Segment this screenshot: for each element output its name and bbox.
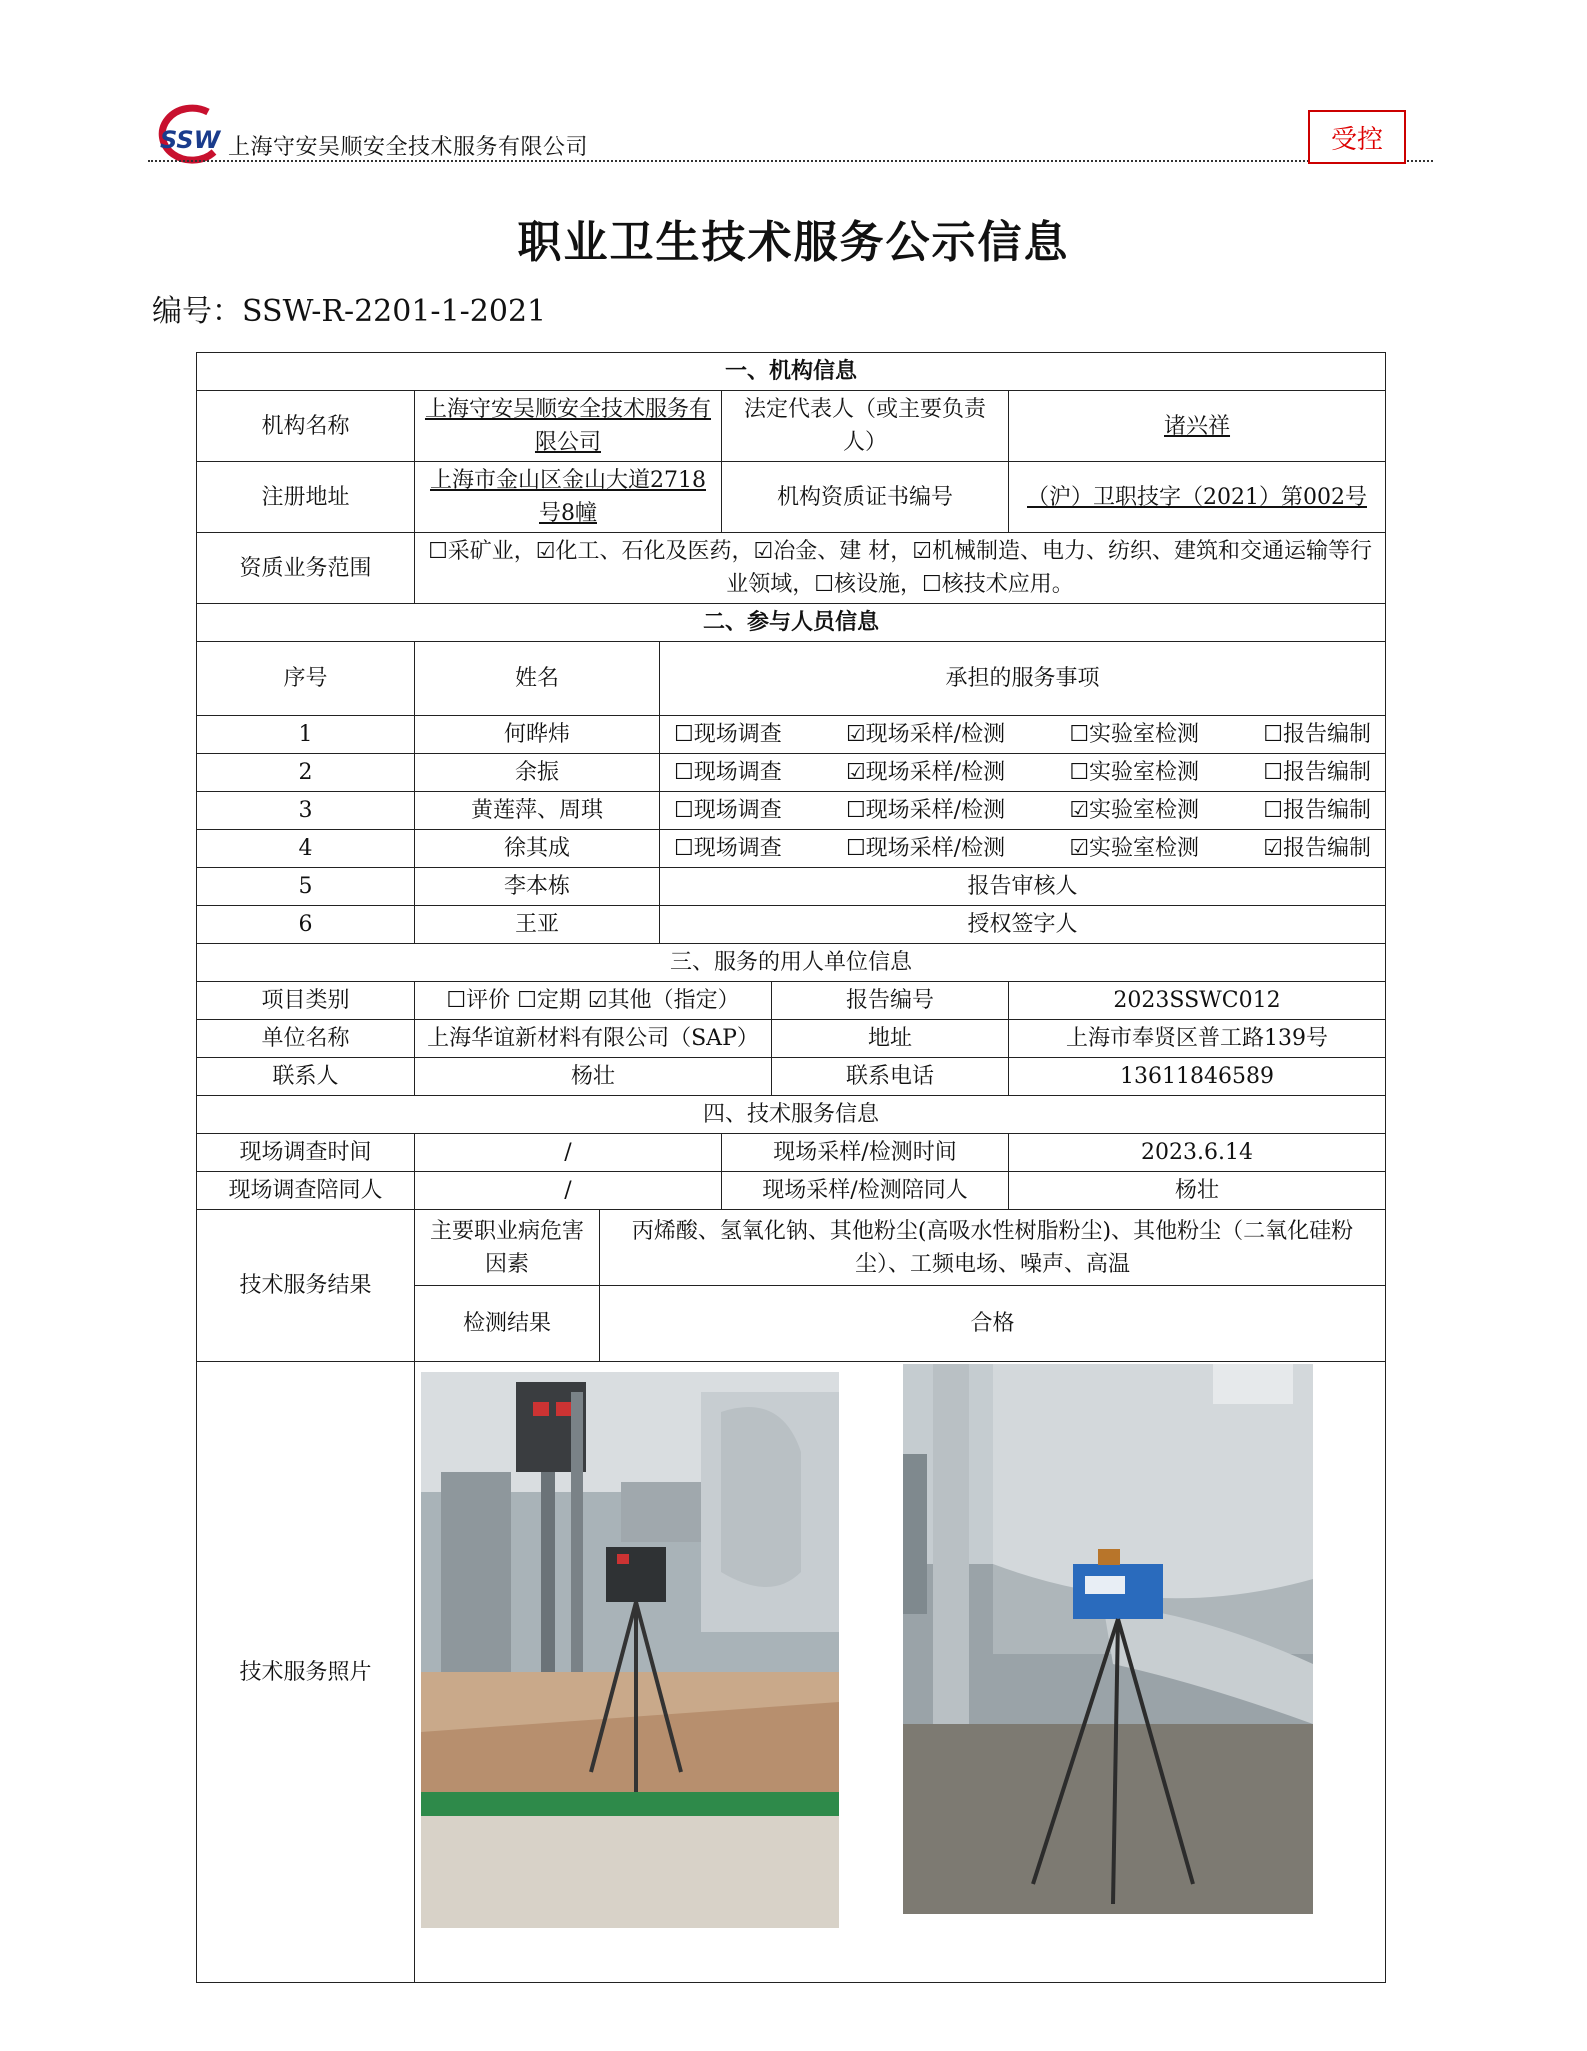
row-no: 4 bbox=[197, 830, 415, 868]
unit-name-label: 单位名称 bbox=[197, 1020, 415, 1058]
header-divider bbox=[148, 160, 1433, 162]
org-name-label: 机构名称 bbox=[197, 391, 415, 462]
section-3-heading: 三、服务的用人单位信息 bbox=[197, 944, 1386, 982]
scope-label: 资质业务范围 bbox=[197, 533, 415, 604]
row-no: 5 bbox=[197, 868, 415, 906]
svg-text:SSW: SSW bbox=[160, 126, 221, 154]
sampling-photo-1 bbox=[421, 1372, 839, 1928]
row-services bbox=[660, 792, 1386, 830]
business-scope: ☐采矿业，☑化工、石化及医药，☑冶金、建 材，☑机械制造、电力、纺织、建筑和交通运输等行业领域，☐核设施，☐核技术应用。 bbox=[415, 533, 1386, 604]
service-item: ☐报告编制 bbox=[1263, 798, 1371, 823]
report-no: 2023SSWC012 bbox=[1009, 982, 1386, 1020]
service-item: ☐实验室检测 bbox=[1069, 760, 1200, 785]
table-row bbox=[197, 868, 1386, 906]
section-2-heading: 二、参与人员信息 bbox=[197, 604, 1386, 642]
row-name: 何晔炜 bbox=[415, 716, 660, 754]
survey-escort-label: 现场调查陪同人 bbox=[197, 1172, 415, 1210]
result-label: 技术服务结果 bbox=[197, 1210, 415, 1362]
service-item: ☑现场采样/检测 bbox=[845, 722, 1006, 747]
cert-label: 机构资质证书编号 bbox=[722, 462, 1009, 533]
legal-rep-label: 法定代表人（或主要负责人） bbox=[722, 391, 1009, 462]
col-no: 序号 bbox=[197, 642, 415, 716]
row-services bbox=[660, 830, 1386, 868]
sampling-time-label: 现场采样/检测时间 bbox=[722, 1134, 1009, 1172]
col-service: 承担的服务事项 bbox=[660, 642, 1386, 716]
row-no: 6 bbox=[197, 906, 415, 944]
service-item: ☐现场调查 bbox=[674, 798, 782, 823]
legal-rep: 诸兴祥 bbox=[1009, 391, 1386, 462]
table-row bbox=[197, 906, 1386, 944]
service-item: ☑实验室检测 bbox=[1069, 798, 1200, 823]
photo-label: 技术服务照片 bbox=[197, 1362, 415, 1983]
page-header bbox=[148, 96, 1433, 166]
table-row bbox=[197, 716, 1386, 754]
document-number: 编号：SSW-R-2201-1-2021 bbox=[152, 294, 547, 329]
service-item: ☑实验室检测 bbox=[1069, 836, 1200, 861]
sampling-escort-label: 现场采样/检测陪同人 bbox=[722, 1172, 1009, 1210]
project-type: ☐评价 ☐定期 ☑其他（指定） bbox=[415, 982, 772, 1020]
row-role: 报告审核人 bbox=[660, 868, 1386, 906]
contact-label: 联系人 bbox=[197, 1058, 415, 1096]
table-row bbox=[197, 830, 1386, 868]
registered-address: 上海市金山区金山大道2718号8幢 bbox=[415, 462, 722, 533]
photo-cell bbox=[415, 1362, 1386, 1983]
phone-label: 联系电话 bbox=[772, 1058, 1009, 1096]
hazard-factors: 丙烯酸、氢氧化钠、其他粉尘(高吸水性树脂粉尘)、其他粉尘（二氧化硅粉尘）、工频电场、噪声、高温 bbox=[600, 1210, 1386, 1286]
row-name: 徐其成 bbox=[415, 830, 660, 868]
cert-number: （沪）卫职技字（2021）第002号 bbox=[1009, 462, 1386, 533]
row-services bbox=[660, 754, 1386, 792]
row-no: 2 bbox=[197, 754, 415, 792]
unit-name: 上海华谊新材料有限公司（SAP） bbox=[415, 1020, 772, 1058]
service-item: ☑报告编制 bbox=[1263, 836, 1371, 861]
row-no: 3 bbox=[197, 792, 415, 830]
survey-escort: / bbox=[415, 1172, 722, 1210]
service-item: ☐现场采样/检测 bbox=[845, 798, 1006, 823]
service-item: ☐报告编制 bbox=[1263, 722, 1371, 747]
survey-time-label: 现场调查时间 bbox=[197, 1134, 415, 1172]
sampling-escort: 杨壮 bbox=[1009, 1172, 1386, 1210]
company-name: 上海守安吴顺安全技术服务有限公司 bbox=[228, 135, 589, 160]
page-title: 职业卫生技术服务公示信息 bbox=[517, 217, 1070, 268]
table-row bbox=[197, 754, 1386, 792]
unit-address-label: 地址 bbox=[772, 1020, 1009, 1058]
row-name: 王亚 bbox=[415, 906, 660, 944]
sampling-photo-2 bbox=[903, 1364, 1313, 1914]
contact-phone: 13611846589 bbox=[1009, 1058, 1386, 1096]
section-1-heading: 一、机构信息 bbox=[197, 353, 1386, 391]
hazard-label: 主要职业病危害因素 bbox=[415, 1210, 600, 1286]
service-item: ☐现场调查 bbox=[674, 836, 782, 861]
org-name: 上海守安吴顺安全技术服务有限公司 bbox=[415, 391, 722, 462]
info-table bbox=[196, 352, 1386, 1983]
test-result-label: 检测结果 bbox=[415, 1286, 600, 1362]
address-label: 注册地址 bbox=[197, 462, 415, 533]
col-name: 姓名 bbox=[415, 642, 660, 716]
service-item: ☐报告编制 bbox=[1263, 760, 1371, 785]
survey-time: / bbox=[415, 1134, 722, 1172]
row-role: 授权签字人 bbox=[660, 906, 1386, 944]
row-name: 黄莲萍、周琪 bbox=[415, 792, 660, 830]
section-4-heading: 四、技术服务信息 bbox=[197, 1096, 1386, 1134]
controlled-stamp: 受控 bbox=[1308, 110, 1406, 164]
service-item: ☐现场调查 bbox=[674, 722, 782, 747]
row-name: 余振 bbox=[415, 754, 660, 792]
service-item: ☑现场采样/检测 bbox=[845, 760, 1006, 785]
row-name: 李本栋 bbox=[415, 868, 660, 906]
row-services bbox=[660, 716, 1386, 754]
test-result: 合格 bbox=[600, 1286, 1386, 1362]
service-item: ☐现场调查 bbox=[674, 760, 782, 785]
ssw-logo-icon bbox=[148, 102, 226, 166]
sampling-time: 2023.6.14 bbox=[1009, 1134, 1386, 1172]
contact-person: 杨壮 bbox=[415, 1058, 772, 1096]
row-no: 1 bbox=[197, 716, 415, 754]
service-item: ☐现场采样/检测 bbox=[845, 836, 1006, 861]
service-item: ☐实验室检测 bbox=[1069, 722, 1200, 747]
table-row bbox=[197, 792, 1386, 830]
report-no-label: 报告编号 bbox=[772, 982, 1009, 1020]
project-type-label: 项目类别 bbox=[197, 982, 415, 1020]
unit-address: 上海市奉贤区普工路139号 bbox=[1009, 1020, 1386, 1058]
